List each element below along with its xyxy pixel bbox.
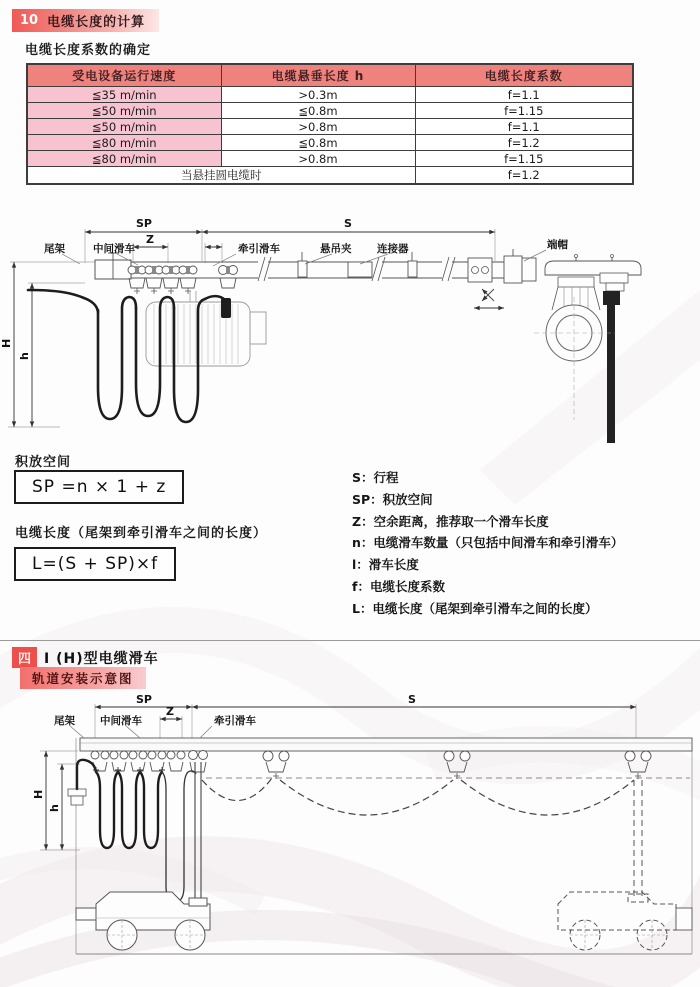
end-unit-side-view (534, 255, 641, 444)
table-cell: ≦0.8m (221, 135, 415, 151)
dim-label-h: h (48, 804, 61, 812)
table-cell: ≦50 m/min (27, 103, 221, 119)
cart-solid (76, 892, 210, 950)
table-cell: f=1.1 (415, 87, 633, 103)
table-header-cell: 受电设备运行速度 (27, 64, 221, 87)
table-cell: >0.8m (221, 151, 415, 167)
table-cell: ≦35 m/min (27, 87, 221, 103)
table-cell: f=1.15 (415, 103, 633, 119)
table-row (27, 135, 633, 151)
intermediate-trolley (167, 751, 185, 771)
table-cell: 当悬挂圆电缆时 (27, 167, 415, 185)
dim-label-s: S (344, 217, 352, 230)
section2-header (12, 647, 159, 668)
dim-label-sp: SP (136, 217, 152, 230)
symbol-legend (352, 467, 623, 620)
intermediate-trolley (129, 751, 147, 771)
legend-item: S：行程 (352, 470, 399, 485)
c-track-rail (95, 249, 536, 301)
table-cell: >0.8m (221, 119, 415, 135)
section2-number-badge: 四 (12, 647, 37, 668)
section2-title: I (H)型电缆滑车 (44, 650, 159, 667)
label-tail-frame: 尾架 (44, 243, 65, 255)
long-cable-loop (162, 771, 196, 902)
towing-trolley (219, 266, 238, 289)
section1-header (12, 9, 159, 32)
table-header-row (27, 64, 633, 87)
table-cell: >0.3m (221, 87, 415, 103)
intermediate-trolley (162, 266, 180, 294)
track-installation-diagram (0, 692, 700, 987)
table-cell: f=1.15 (415, 151, 633, 167)
legend-item: Z：空余距离，推荐取一个滑车长度 (352, 513, 549, 529)
dim-label-h: h (18, 352, 31, 360)
label-intermediate-trolley: 中间滑车 (93, 243, 135, 255)
trolley-cluster (91, 751, 208, 773)
cable-trolley-system-diagram (0, 205, 700, 451)
trolley (263, 751, 289, 779)
dashed-cable-curves (202, 778, 690, 900)
table-row (27, 87, 633, 103)
dim-label-z: Z (146, 233, 154, 246)
intermediate-trolley (179, 266, 197, 294)
legend-item: l：滑车长度 (352, 557, 419, 573)
tail-frame (68, 789, 86, 805)
table-footer-row (27, 167, 633, 185)
table-header-cell: 电缆长度系数 (415, 64, 633, 87)
label-intermediate-trolley: 中间滑车 (100, 715, 142, 727)
cable-trolleys (128, 266, 238, 295)
extension-lines (8, 229, 495, 427)
legend-item: f：电缆长度系数 (352, 578, 445, 594)
trolley (444, 751, 470, 779)
table-cell: ≦80 m/min (27, 135, 221, 151)
table-header-cell: 电缆悬垂长度 h (221, 64, 415, 87)
cable-plug (221, 298, 231, 318)
table-cell: ≦50 m/min (27, 119, 221, 135)
intermediate-trolley (145, 266, 163, 294)
intermediate-trolley (128, 266, 146, 294)
table-row (27, 119, 633, 135)
label-towing-trolley: 牵引滑车 (214, 715, 256, 727)
pivot-marks (93, 767, 165, 773)
travel-direction-arrows (482, 289, 494, 301)
cart-dashed (558, 892, 676, 950)
label-towing-trolley: 牵引滑车 (238, 243, 280, 255)
label-tail-frame: 尾架 (54, 715, 75, 727)
length-formula-box: L=(S + SP)×f (14, 547, 176, 581)
section1-title: 电缆长度的计算 (47, 15, 146, 30)
intermediate-trolley (148, 751, 166, 771)
towing-trolley (189, 751, 208, 773)
space-formula-box: SP =n × 1 + z (14, 470, 184, 504)
hoist-body (146, 291, 266, 366)
cable-coefficient-table (26, 63, 634, 185)
dim-label-sp: SP (136, 693, 152, 706)
leader-lines (70, 726, 212, 738)
table-cell: f=1.2 (415, 135, 633, 151)
table-cell: ≦0.8m (221, 103, 415, 119)
table-cell: f=1.1 (415, 119, 633, 135)
intermediate-trolley (110, 751, 128, 771)
label-end-cap: 端帽 (547, 239, 568, 251)
table-row (27, 103, 633, 119)
dim-label-H: H (0, 338, 13, 348)
cable-loops (77, 760, 162, 848)
table-row (27, 151, 633, 167)
track-beam (80, 738, 692, 751)
dim-label-s: S (408, 693, 416, 706)
cart-hook (676, 908, 692, 930)
section1-number-badge: 10 (20, 13, 39, 28)
table-cell: ≦80 m/min (27, 151, 221, 167)
towing-drop-lines (195, 762, 201, 904)
label-connector: 连接器 (377, 243, 409, 255)
dim-label-z: Z (166, 705, 174, 718)
legend-item: L：电缆长度（尾架到牵引滑车之间的长度） (352, 600, 598, 616)
trolley (625, 751, 651, 779)
length-formula-title: 电缆长度（尾架到牵引滑车之间的长度） (15, 526, 268, 541)
dim-label-H: H (32, 789, 45, 799)
line-trolleys (263, 751, 651, 779)
section-divider (0, 640, 700, 641)
label-suspension-clamp: 悬吊夹 (320, 243, 352, 255)
legend-item: n：电缆滑车数量（只包括中间滑车和牵引滑车） (352, 535, 624, 551)
table-cell: f=1.2 (415, 167, 633, 185)
table-caption: 电缆长度系数的确定 (25, 43, 152, 58)
hanging-cable-bar (607, 305, 615, 443)
dimension-lines (46, 707, 636, 850)
legend-item: SP：积放空间 (352, 491, 433, 507)
cable-loops (28, 290, 225, 422)
section2-subtitle: 轨道安装示意图 (20, 667, 146, 689)
space-formula-title: 积放空间 (15, 455, 72, 470)
